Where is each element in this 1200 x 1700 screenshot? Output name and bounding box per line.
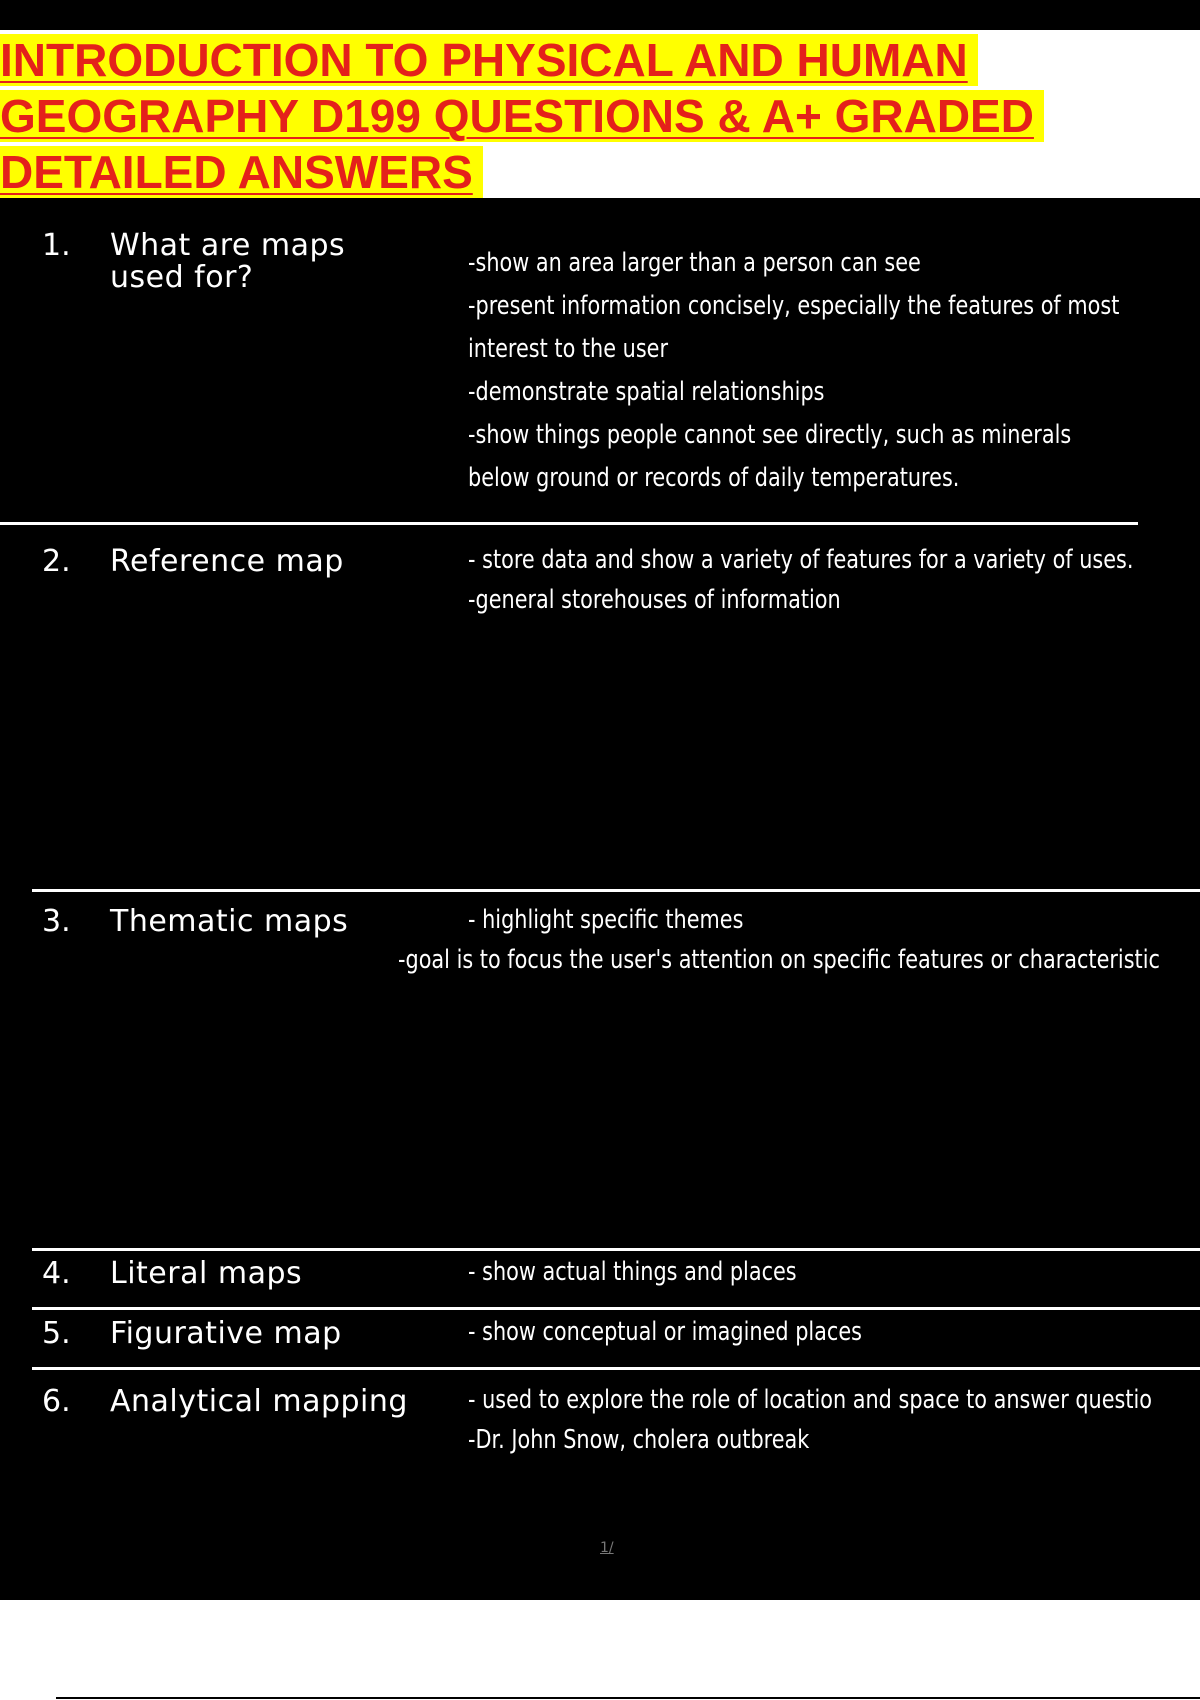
term-line: used for?	[110, 260, 254, 295]
item-answer	[468, 900, 1052, 940]
term-line: Figurative map	[110, 1316, 342, 1351]
item-term	[110, 1318, 440, 1350]
answer-line: interest to the user	[468, 334, 669, 364]
answer-line: -goal is to focus the user's attention on specific features or characteristic	[398, 945, 1160, 975]
item-term	[110, 230, 440, 294]
page-number: 1/	[600, 1540, 614, 1556]
answer-line: -general storehouses of information	[468, 585, 841, 615]
qa-list	[0, 198, 1200, 1600]
item-answer	[468, 1252, 1052, 1292]
row-divider	[32, 889, 1200, 892]
item-term	[110, 1258, 440, 1290]
item-number: 1.	[42, 228, 71, 263]
title-line-2: GEOGRAPHY D199 QUESTIONS & A+ GRADED	[0, 90, 1044, 142]
answer-line: - show actual things and places	[468, 1257, 797, 1287]
document-title	[0, 30, 1200, 198]
item-term	[110, 546, 440, 578]
item-number: 2.	[42, 544, 71, 579]
term-line: Literal maps	[110, 1256, 303, 1291]
title-line-3: DETAILED ANSWERS	[0, 146, 483, 198]
top-black-bar	[0, 0, 1200, 30]
title-line-1: INTRODUCTION TO PHYSICAL AND HUMAN	[0, 34, 978, 86]
row-divider	[32, 1367, 1200, 1370]
item-answer-continued	[398, 940, 1160, 980]
answer-line: -demonstrate spatial relationships	[468, 377, 825, 407]
term-line: Analytical mapping	[110, 1384, 408, 1419]
answer-line: below ground or records of daily temperatures.	[468, 463, 960, 493]
item-answer	[468, 1380, 1153, 1460]
row-divider	[32, 1248, 1200, 1251]
row-divider	[32, 1307, 1200, 1310]
term-line: What are maps	[110, 228, 346, 263]
answer-line: -show things people cannot see directly, such as minerals	[468, 420, 1072, 450]
item-number: 3.	[42, 904, 71, 939]
item-number: 6.	[42, 1384, 71, 1419]
row-divider	[0, 522, 1138, 525]
answer-line: -Dr. John Snow, cholera outbreak	[468, 1425, 810, 1455]
answer-line: - used to explore the role of location and space to answer questio	[468, 1385, 1153, 1415]
item-number: 5.	[42, 1316, 71, 1351]
answer-line: - store data and show a variety of features for a variety of uses.	[468, 545, 1134, 575]
item-term	[110, 1386, 440, 1418]
term-line: Thematic maps	[110, 904, 349, 939]
answer-line: -show an area larger than a person can see	[468, 248, 921, 278]
bottom-divider	[56, 1697, 1200, 1699]
term-line: Reference map	[110, 544, 344, 579]
answer-line: - highlight specific themes	[468, 905, 744, 935]
answer-line: -present information concisely, especially the features of most	[468, 291, 1120, 321]
item-answer	[468, 1312, 1052, 1352]
item-answer	[468, 242, 1120, 500]
item-term	[110, 906, 440, 938]
answer-line: - show conceptual or imagined places	[468, 1317, 862, 1347]
item-answer	[468, 540, 1134, 620]
item-number: 4.	[42, 1256, 71, 1291]
